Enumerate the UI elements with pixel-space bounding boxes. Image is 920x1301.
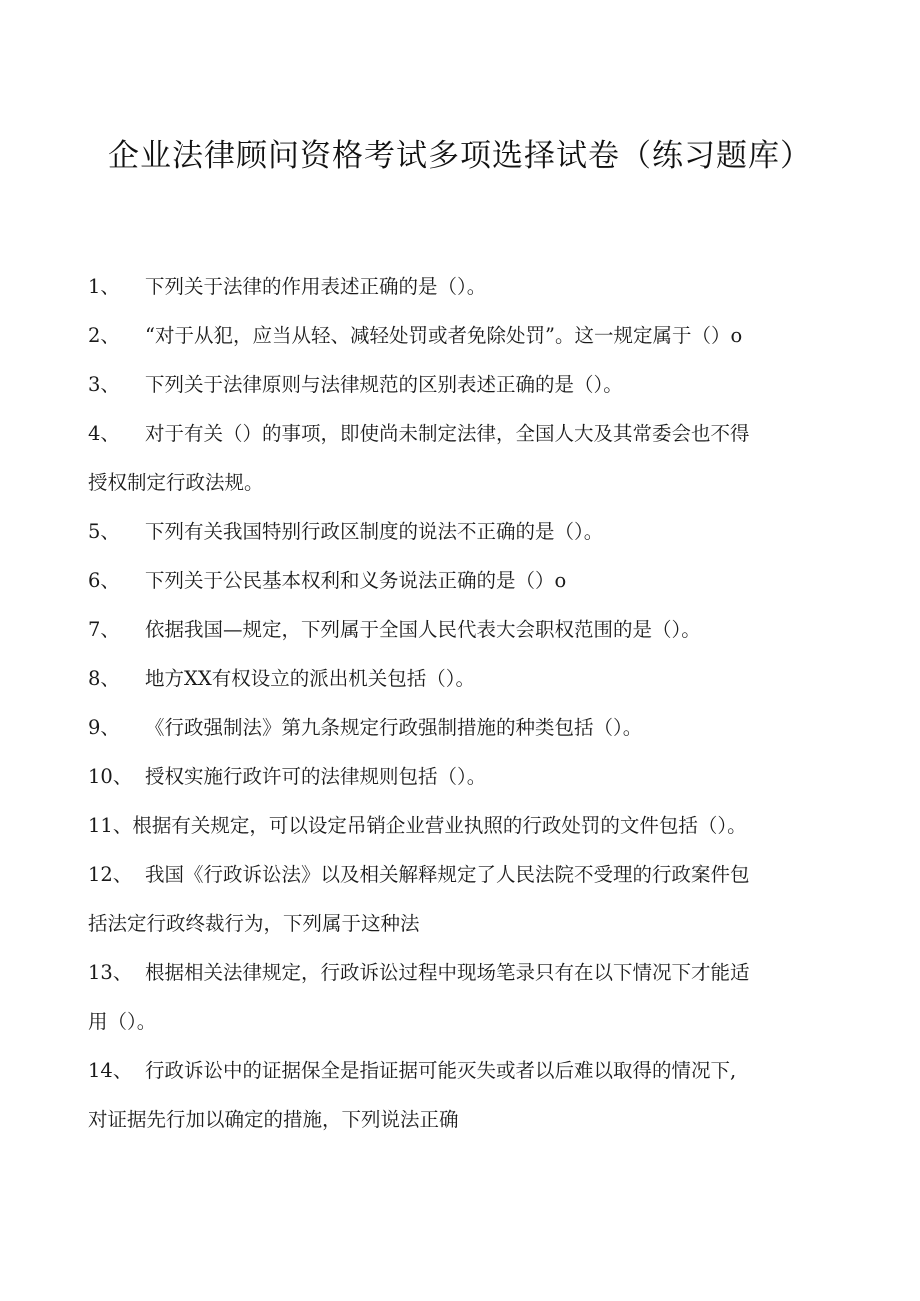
- question-list: [88, 262, 828, 1144]
- question-text: 下列有关我国特别行政区制度的说法不正确的是（）。: [145, 520, 604, 543]
- question-number: 12、: [88, 863, 133, 886]
- question-number: 2、: [88, 324, 120, 347]
- question-item: [88, 409, 828, 507]
- question-number: 14、: [88, 1059, 133, 1082]
- question-item: [88, 556, 828, 605]
- question-text: 地方XX有权设立的派出机关包括（）。: [145, 667, 476, 690]
- question-item: [88, 801, 828, 850]
- question-text: 我国《行政诉讼法》以及相关解释规定了人民法院不受理的行政案件包: [145, 863, 750, 886]
- question-number: 5、: [88, 520, 120, 543]
- question-number: 4、: [88, 422, 120, 445]
- question-number: 6、: [88, 569, 120, 592]
- question-text: 根据相关法律规定，行政诉讼过程中现场笔录只有在以下情况下才能适: [145, 961, 750, 984]
- question-item: [88, 703, 828, 752]
- question-text: 行政诉讼中的证据保全是指证据可能灭失或者以后难以取得的情况下,: [145, 1059, 737, 1082]
- question-text: 下列关于法律原则与法律规范的区别表述正确的是（）。: [145, 373, 623, 396]
- question-item: [88, 752, 828, 801]
- question-text-continued: 对证据先行加以确定的措施，下列说法正确: [88, 1108, 459, 1131]
- question-number: 7、: [88, 618, 120, 641]
- question-item: [88, 311, 828, 360]
- question-number: 13、: [88, 961, 133, 984]
- question-text: 下列关于公民基本权利和义务说法正确的是（）o: [145, 569, 567, 592]
- question-number: 8、: [88, 667, 120, 690]
- question-number: 3、: [88, 373, 120, 396]
- question-text-continued: 括法定行政终裁行为，下列属于这种法: [88, 912, 420, 935]
- question-item: [88, 948, 828, 1046]
- question-number: 9、: [88, 716, 120, 739]
- document-title: 企业法律顾问资格考试多项选择试卷（练习题库）: [108, 138, 812, 174]
- question-item: [88, 605, 828, 654]
- question-text: 根据有关规定，可以设定吊销企业营业执照的行政处罚的文件包括（）。: [132, 814, 747, 837]
- question-item: [88, 850, 828, 948]
- question-item: [88, 360, 828, 409]
- question-text: “对于从犯，应当从轻、减轻处罚或者免除处罚”。这一规定属于（）o: [145, 324, 743, 347]
- question-item: [88, 1046, 828, 1144]
- question-text-continued: 授权制定行政法规。: [88, 471, 264, 494]
- question-number: 11、: [88, 814, 133, 837]
- question-text: 《行政强制法》第九条规定行政强制措施的种类包括（）。: [145, 716, 643, 739]
- question-number: 1、: [88, 275, 120, 298]
- question-item: [88, 654, 828, 703]
- question-item: [88, 262, 828, 311]
- question-number: 10、: [88, 765, 133, 788]
- question-item: [88, 507, 828, 556]
- question-text: 依据我国—规定，下列属于全国人民代表大会职权范围的是（）。: [145, 618, 701, 641]
- question-text-continued: 用（）。: [88, 1010, 157, 1033]
- question-text: 对于有关（）的事项，即使尚未制定法律，全国人大及其常委会也不得: [145, 422, 750, 445]
- question-text: 下列关于法律的作用表述正确的是（）。: [145, 275, 487, 298]
- question-text: 授权实施行政许可的法律规则包括（）。: [145, 765, 487, 788]
